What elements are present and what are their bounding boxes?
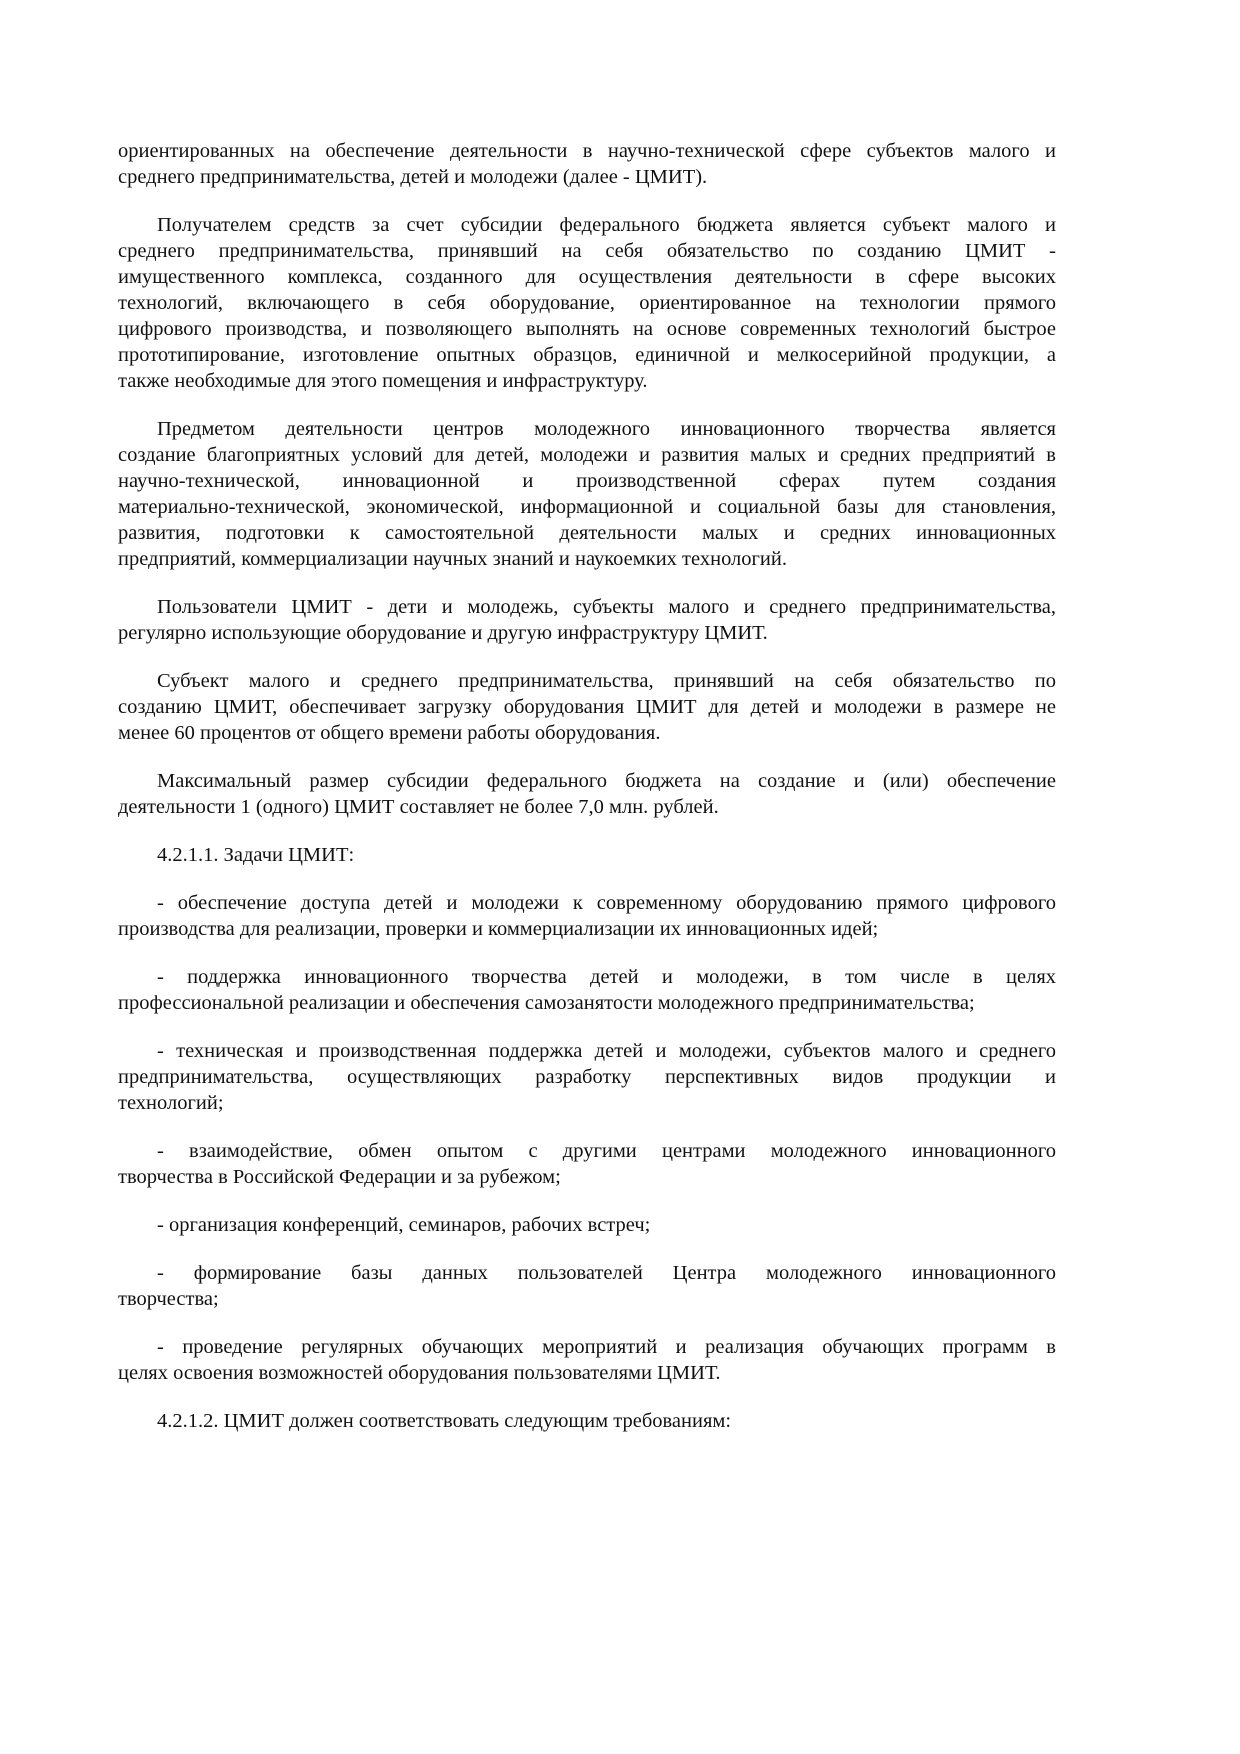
text-line: - организация конференций, семинаров, рабочих встреч; xyxy=(157,1214,651,1236)
text-line: - формирование базы данных пользователей Центра молодежного инновационного xyxy=(157,1262,1056,1284)
text-line: производства для реализации, проверки и коммерциализации их инновационных идей; xyxy=(118,918,879,940)
paragraph xyxy=(118,842,1056,868)
text-line: Субъект малого и среднего предпринимательства, принявший на себя обязательство по xyxy=(157,670,1056,692)
text-line: деятельности 1 (одного) ЦМИТ составляет не более 7,0 млн. рублей. xyxy=(118,796,719,818)
text-line: создание благоприятных условий для детей, молодежи и развития малых и средних предприятий в xyxy=(118,444,1056,466)
text-line: Максимальный размер субсидии федерального бюджета на создание и (или) обеспечение xyxy=(157,770,1056,792)
text-line: - проведение регулярных обучающих мероприятий и реализация обучающих программ в xyxy=(157,1336,1056,1358)
text-line: Предметом деятельности центров молодежного инновационного творчества является xyxy=(157,418,1056,440)
text-line: имущественного комплекса, созданного для осуществления деятельности в сфере высоких xyxy=(118,266,1056,288)
text-line: прототипирование, изготовление опытных образцов, единичной и мелкосерийной продукции, а xyxy=(118,344,1056,366)
text-line: 4.2.1.2. ЦМИТ должен соответствовать следующим требованиям: xyxy=(157,1410,732,1432)
text-line: технологий, включающего в себя оборудование, ориентированное на технологии прямого xyxy=(118,292,1056,314)
paragraph xyxy=(118,964,1056,1016)
text-line: творчества; xyxy=(118,1288,219,1310)
paragraph xyxy=(118,212,1056,394)
paragraph xyxy=(118,1408,1056,1434)
paragraph xyxy=(118,1260,1056,1312)
text-line: предпринимательства, осуществляющих разработку перспективных видов продукции и xyxy=(118,1066,1056,1088)
text-line: технологий; xyxy=(118,1092,224,1114)
paragraph xyxy=(118,890,1056,942)
text-line: созданию ЦМИТ, обеспечивает загрузку оборудования ЦМИТ для детей и молодежи в размере не xyxy=(118,696,1056,718)
text-line: среднего предпринимательства, детей и молодежи (далее - ЦМИТ). xyxy=(118,166,708,188)
text-line: Получателем средств за счет субсидии федерального бюджета является субъект малого и xyxy=(157,214,1056,236)
text-line: научно-технической, инновационной и производственной сферах путем создания xyxy=(118,470,1056,492)
text-line: развития, подготовки к самостоятельной деятельности малых и средних инновационных xyxy=(118,522,1056,544)
text-line: Пользователи ЦМИТ - дети и молодежь, субъекты малого и среднего предпринимательства, xyxy=(157,596,1056,618)
text-line: профессиональной реализации и обеспечения самозанятости молодежного предпринимательства; xyxy=(118,992,975,1014)
text-line: - обеспечение доступа детей и молодежи к современному оборудованию прямого цифрового xyxy=(157,892,1056,914)
text-line: - техническая и производственная поддержка детей и молодежи, субъектов малого и среднего xyxy=(157,1040,1056,1062)
paragraph xyxy=(118,1138,1056,1190)
paragraph xyxy=(118,1334,1056,1386)
paragraph xyxy=(118,768,1056,820)
text-line: материально-технической, экономической, информационной и социальной базы для становления, xyxy=(118,496,1056,518)
document-page xyxy=(118,138,1056,1456)
text-line: также необходимые для этого помещения и инфраструктуру. xyxy=(118,370,648,392)
paragraph xyxy=(118,594,1056,646)
text-line: - взаимодействие, обмен опытом с другими центрами молодежного инновационного xyxy=(157,1140,1056,1162)
text-line: менее 60 процентов от общего времени работы оборудования. xyxy=(118,722,661,744)
text-line: творчества в Российской Федерации и за рубежом; xyxy=(118,1166,561,1188)
paragraph xyxy=(118,668,1056,746)
paragraph xyxy=(118,416,1056,572)
paragraph xyxy=(118,138,1056,190)
text-line: цифрового производства, и позволяющего выполнять на основе современных технологий быстрое xyxy=(118,318,1056,340)
text-line: 4.2.1.1. Задачи ЦМИТ: xyxy=(157,844,355,866)
text-line: регулярно использующие оборудование и другую инфраструктуру ЦМИТ. xyxy=(118,622,768,644)
text-line: ориентированных на обеспечение деятельности в научно-технической сфере субъектов малого и xyxy=(118,140,1056,162)
text-line: целях освоения возможностей оборудования пользователями ЦМИТ. xyxy=(118,1362,721,1384)
paragraph xyxy=(118,1212,1056,1238)
paragraph xyxy=(118,1038,1056,1116)
text-line: - поддержка инновационного творчества детей и молодежи, в том числе в целях xyxy=(157,966,1056,988)
text-line: предприятий, коммерциализации научных знаний и наукоемких технологий. xyxy=(118,548,788,570)
text-line: среднего предпринимательства, принявший на себя обязательство по созданию ЦМИТ - xyxy=(118,240,1056,262)
